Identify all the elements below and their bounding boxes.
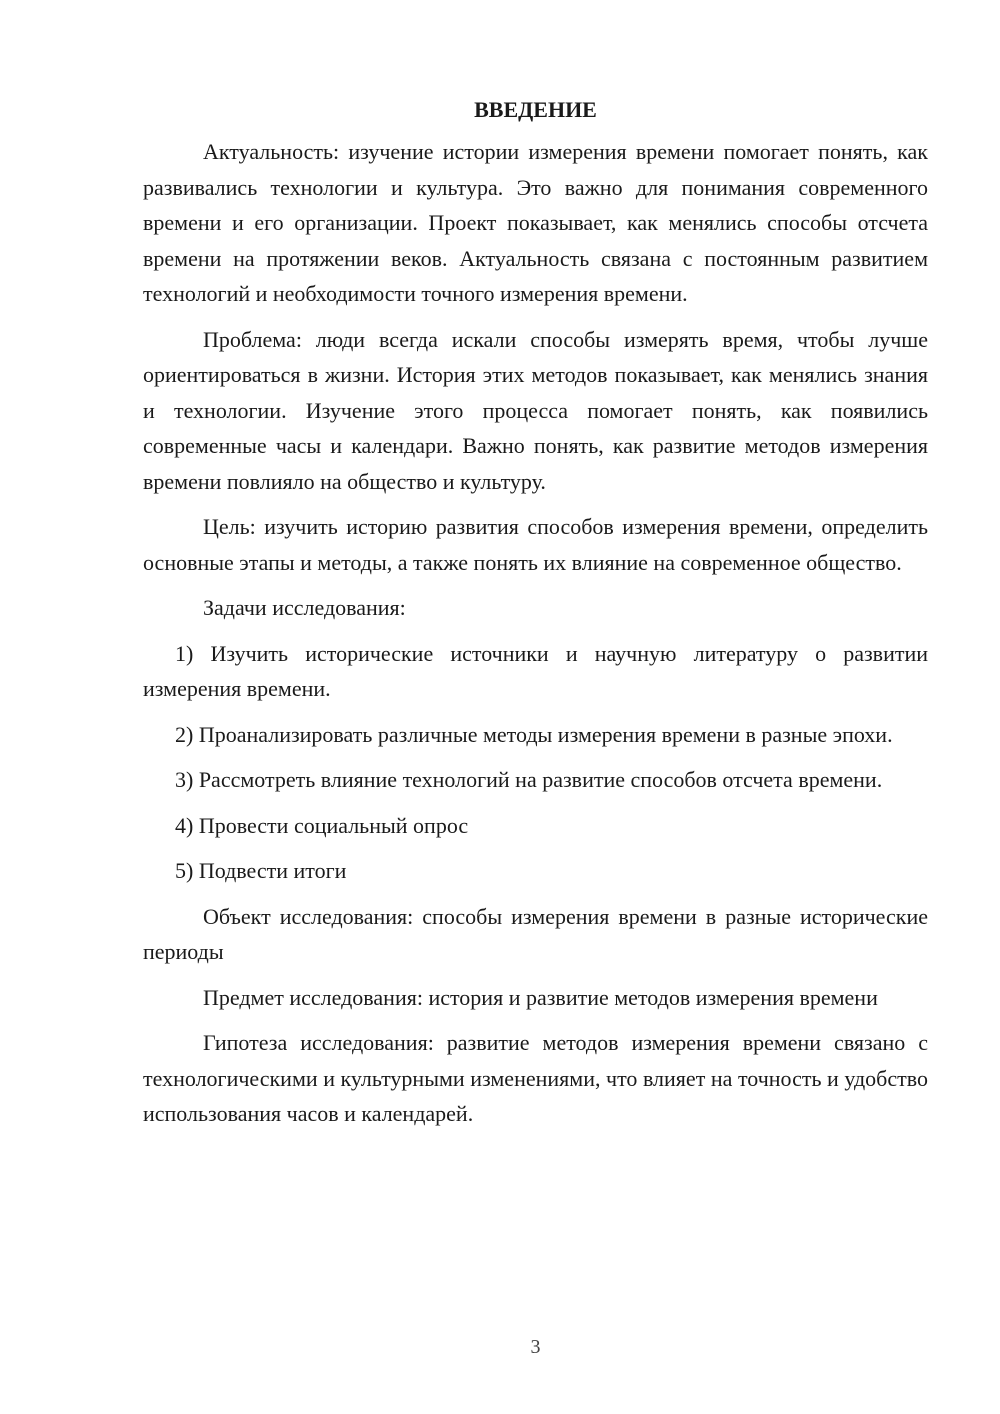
tasks-list bbox=[143, 636, 928, 889]
task-item-4: 4) Провести социальный опрос bbox=[175, 812, 469, 838]
goal-paragraph: Цель: изучить историю развития способов измерения времени, определить основные этапы и методы, а также понять их влияние на современное общество. bbox=[143, 514, 928, 575]
object-paragraph: Объект исследования: способы измерения времени в разные исторические периоды bbox=[143, 903, 928, 964]
task-item-5: 5) Подвести итоги bbox=[175, 858, 347, 883]
document-page bbox=[143, 92, 928, 1142]
page-number: 3 bbox=[530, 1336, 541, 1358]
subject-paragraph: Предмет исследования: история и развитие методов измерения времени bbox=[203, 984, 878, 1010]
task-item-2: 2) Проанализировать различные методы измерения времени в разные эпохи. bbox=[175, 721, 893, 747]
task-item-3: 3) Рассмотреть влияние технологий на развитие способов отсчета времени. bbox=[175, 767, 883, 792]
task-item-1: 1) Изучить исторические источники и научную литературу о развитии измерения времени. bbox=[143, 640, 928, 701]
tasks-heading: Задачи исследования: bbox=[203, 595, 406, 620]
relevance-paragraph: Актуальность: изучение истории измерения времени помогает понять, как развивались технологии и культура. Это важно для понимания современного времени и его организации. Проект показывает, как менялись способы отсчета времени на протяжении веков. Актуальность связана с постоянным развитием технологий и необходимости точного измерения времени. bbox=[143, 139, 928, 306]
section-title: ВВЕДЕНИЕ bbox=[474, 97, 597, 122]
hypothesis-paragraph: Гипотеза исследования: развитие методов измерения времени связано с технологическими и культурными изменениями, что влияет на точность и удобство использования часов и календарей. bbox=[143, 1030, 928, 1126]
problem-paragraph: Проблема: люди всегда искали способы измерять время, чтобы лучше ориентироваться в жизни. История этих методов показывает, как менялись знания и технологии. Изучение этого процесса помогает понять, как появились современные часы и календари. Важно понять, как развитие методов измерения времени повлияло на общество и культуру. bbox=[143, 326, 928, 494]
